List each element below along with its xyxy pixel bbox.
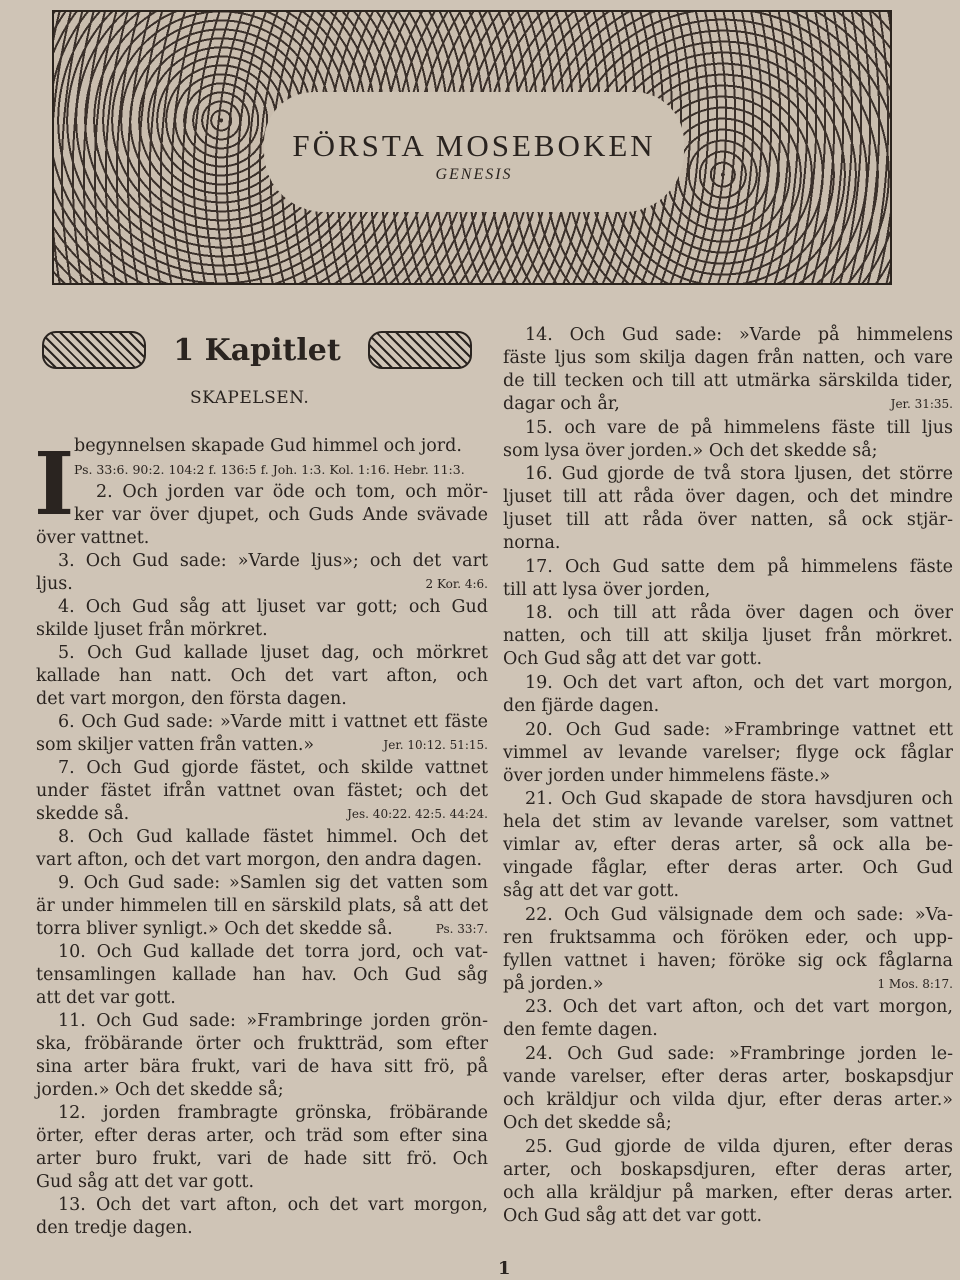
- verse-line: [503, 1066, 953, 1089]
- line-text: 3. Och Gud sade: »Varde ljus»; och det vart: [58, 551, 488, 571]
- line-text: örter, efter deras arter, och träd som efter sina: [36, 1126, 488, 1146]
- line-text: är under himmelen till en särskild plats, så att det: [36, 896, 488, 916]
- verse: [36, 1194, 488, 1240]
- verse-line: [503, 973, 953, 996]
- chapter-title: 1 Kapitlet: [173, 332, 341, 368]
- line-text: 8. Och Gud kallade fästet himmel. Och det: [58, 827, 488, 847]
- line-text: under fästet ifrån vattnet ovan fästet; och det: [36, 781, 488, 801]
- verse: [503, 417, 953, 463]
- verse-line: [36, 872, 488, 895]
- line-text: arter buro frukt, vari de hade sitt frö. Och: [36, 1149, 488, 1169]
- verse-line: [503, 579, 953, 602]
- cross-reference: Jer. 10:12. 51:15.: [383, 738, 488, 752]
- line-text: 23. Och det vart afton, och det vart morgon,: [525, 997, 953, 1018]
- verse-line: [36, 1010, 488, 1033]
- verse-line: [36, 1194, 488, 1217]
- line-text: fäste ljus som skilja dagen från natten, och vare: [503, 348, 953, 368]
- verse: [36, 1010, 488, 1102]
- line-text: vande varelser, efter deras arter, boskapsdjur: [503, 1066, 953, 1087]
- verse-line: [36, 1102, 488, 1125]
- line-text: tensamlingen kallade han hav. Och Gud såg: [36, 965, 488, 985]
- line-text: 2. Och jorden var öde och tom, och mör-: [96, 482, 488, 502]
- line-text: 4. Och Gud såg att ljuset var gott; och Gud: [58, 597, 488, 617]
- verse: [503, 719, 953, 788]
- verse-line: [503, 1182, 953, 1205]
- line-text: det vart morgon, den första dagen.: [36, 689, 347, 709]
- verse-line: [36, 1033, 488, 1056]
- line-text: 16. Gud gjorde de två stora ljusen, det större: [525, 464, 953, 485]
- line-text: Och det skedde så;: [503, 1112, 672, 1133]
- verse: [503, 904, 953, 996]
- verse-line: [503, 648, 953, 671]
- cross-reference: Jer. 31:35.: [890, 397, 953, 411]
- verse-line: [36, 573, 488, 596]
- verse-line: [36, 665, 488, 688]
- verse-line: [36, 1217, 488, 1240]
- line-text: jorden.» Och det skedde så;: [36, 1080, 284, 1100]
- verse-line: [503, 695, 953, 718]
- line-text: 5. Och Gud kallade ljuset dag, och mörkret: [58, 643, 488, 663]
- verse: [503, 996, 953, 1042]
- line-text: vingade fåglar, efter deras arter. Och Gud: [503, 858, 953, 879]
- line-text: och kräldjur och vilda djur, efter deras arter.»: [503, 1089, 953, 1110]
- verse-line: [503, 672, 953, 695]
- verse-line: [36, 987, 488, 1010]
- verse: [36, 711, 488, 757]
- verse-line: [503, 1089, 953, 1112]
- book-title: FÖRSTA MOSEBOKEN: [292, 128, 656, 163]
- line-text: 14. Och Gud sade: »Varde på himmelens: [525, 325, 953, 345]
- verse-line: [503, 1205, 953, 1228]
- line-text: ker var över djupet, och Guds Ande svävade: [74, 505, 488, 525]
- line-text: 19. Och det vart afton, och det vart morgon,: [525, 672, 953, 693]
- verse-line: [503, 765, 953, 788]
- verse: [503, 463, 953, 555]
- line-text: 7. Och Gud gjorde fästet, och skilde vattnet: [58, 758, 488, 778]
- verse-line: [503, 996, 953, 1019]
- verse-line: [36, 596, 488, 619]
- verse-line: [503, 347, 953, 370]
- verse: [503, 672, 953, 718]
- verse-line: [503, 742, 953, 765]
- verse-line: [36, 918, 488, 941]
- line-text: de till tecken och till att utmärka särskilda tider,: [503, 371, 953, 391]
- line-text: 11. Och Gud sade: »Frambringe jorden grön-: [58, 1011, 488, 1031]
- line-text: fyllen vattnet i haven; föröke sig ock fåglarna: [503, 950, 953, 971]
- verse-line: [503, 486, 953, 509]
- verse: [36, 941, 488, 1010]
- line-text: på jorden.»: [503, 973, 604, 994]
- line-text: 22. Och Gud välsignade dem och sade: »Va-: [525, 904, 953, 925]
- verse-line: [36, 642, 488, 665]
- verse: [36, 826, 488, 872]
- verse-line: [36, 619, 488, 642]
- line-text: Och Gud såg att det var gott.: [503, 1205, 763, 1226]
- verse-line: [36, 481, 488, 504]
- line-text: över jorden under himmelens fäste.»: [503, 765, 831, 786]
- cross-reference: Jes. 40:22. 42:5. 44:24.: [347, 807, 488, 821]
- verse-line: [503, 927, 953, 950]
- line-text: vimmel av levande varelser; flyge ock fåglar: [503, 742, 953, 763]
- verse-line: [503, 625, 953, 648]
- verse-line: [503, 811, 953, 834]
- verse-line: [36, 1148, 488, 1171]
- left-column: [36, 435, 488, 1240]
- line-text: som skiljer vatten från vatten.»: [36, 735, 315, 755]
- section-title: SKAPELSEN.: [190, 388, 310, 408]
- verse-line: [36, 527, 488, 550]
- verse: [503, 1136, 953, 1228]
- verse: [36, 1102, 488, 1194]
- line-text: den tredje dagen.: [36, 1218, 193, 1238]
- verse-line: [503, 719, 953, 742]
- verse-line: [503, 440, 953, 463]
- line-text: 24. Och Gud sade: »Frambringe jorden le-: [525, 1043, 953, 1064]
- page-number: 1: [498, 1258, 511, 1279]
- cross-reference: Ps. 33:6. 90:2. 104:2 f. 136:5 f. Joh. 1:3. Kol. 1:16. Hebr. 11:3.: [74, 462, 465, 477]
- line-text: 21. Och Gud skapade de stora havsdjuren och: [525, 789, 953, 810]
- verse-line: [36, 504, 488, 527]
- line-text: ljus.: [36, 574, 73, 594]
- line-text: begynnelsen skapade Gud himmel och jord.: [74, 436, 462, 456]
- verse-line: [36, 711, 488, 734]
- verse-line: [503, 393, 953, 416]
- verse-line: [36, 941, 488, 964]
- line-text: 10. Och Gud kallade det torra jord, och vat-: [58, 942, 488, 962]
- line-text: vimlar av, efter deras arter, så ock alla be-: [503, 835, 953, 856]
- verse: [36, 757, 488, 826]
- cross-reference: 1 Mos. 8:17.: [877, 976, 953, 991]
- verse-line: [503, 417, 953, 440]
- line-text: den fjärde dagen.: [503, 695, 660, 716]
- verse: [503, 1043, 953, 1135]
- drop-cap: I: [34, 434, 75, 535]
- verse-line: [503, 324, 953, 347]
- verse-line: [36, 780, 488, 803]
- right-column: [503, 324, 953, 1228]
- verse-line: [503, 1159, 953, 1182]
- line-text: 12. jorden frambragte grönska, fröbärande: [58, 1103, 488, 1123]
- verse-line: [36, 849, 488, 872]
- verse-line: [503, 788, 953, 811]
- line-text: ska, fröbärande örter och fruktträd, som efter: [36, 1034, 488, 1054]
- verse-line: [503, 857, 953, 880]
- line-text: sina arter bära frukt, vari de hava sitt frö, på: [36, 1057, 488, 1077]
- verse: [36, 872, 488, 941]
- title-cartouche: [264, 92, 684, 212]
- line-text: natten, och till att skilja ljuset från mörkret.: [503, 626, 953, 647]
- verse-line: [503, 556, 953, 579]
- verse-line: [503, 532, 953, 555]
- verse-line: [36, 1171, 488, 1194]
- verse-line: [36, 688, 488, 711]
- line-text: 25. Gud gjorde de vilda djuren, efter deras: [525, 1136, 953, 1157]
- verse: [36, 550, 488, 596]
- line-text: skilde ljuset från mörkret.: [36, 620, 268, 640]
- verse-line: [503, 370, 953, 393]
- line-text: 13. Och det vart afton, och det vart morgon,: [58, 1195, 488, 1215]
- verse-line: [36, 1125, 488, 1148]
- verse-line: [503, 602, 953, 625]
- verse-line: [36, 964, 488, 987]
- line-text: 6. Och Gud sade: »Varde mitt i vattnet ett fäste: [58, 712, 488, 732]
- verse-line: [36, 826, 488, 849]
- line-text: att det var gott.: [36, 988, 176, 1008]
- verse: [36, 642, 488, 711]
- book-subtitle: GENESIS: [435, 166, 513, 183]
- line-text: kallade han natt. Och det vart afton, och: [36, 666, 488, 686]
- verse-line: [503, 950, 953, 973]
- verse: [503, 556, 953, 602]
- line-text: och alla kräldjur på marken, efter deras arter.: [503, 1182, 953, 1203]
- line-text: 15. och vare de på himmelens fäste till ljus: [525, 417, 953, 438]
- line-text: såg att det var gott.: [503, 881, 680, 902]
- verse-line: [36, 1079, 488, 1102]
- line-text: dagar och år,: [503, 394, 620, 414]
- verse-line: [503, 1043, 953, 1066]
- verse-line: [36, 895, 488, 918]
- line-text: den femte dagen.: [503, 1020, 658, 1041]
- line-text: skedde så.: [36, 804, 130, 824]
- line-text: som lysa över jorden.» Och det skedde så;: [503, 440, 878, 461]
- verse: [503, 602, 953, 671]
- ornament-right-icon: [368, 331, 472, 369]
- verse-line: [503, 1112, 953, 1135]
- verse: [503, 788, 953, 903]
- verse-line: [503, 834, 953, 857]
- ornament-left-icon: [42, 331, 146, 369]
- line-text: Och Gud såg att det var gott.: [503, 649, 763, 670]
- verse: [36, 481, 488, 550]
- verse-line: [503, 904, 953, 927]
- line-text: 17. Och Gud satte dem på himmelens fäste: [525, 556, 953, 577]
- line-text: 18. och till att råda över dagen och över: [525, 603, 953, 624]
- cross-reference: 2 Kor. 4:6.: [425, 577, 488, 591]
- line-text: 9. Och Gud sade: »Samlen sig det vatten som: [58, 873, 488, 893]
- verse-line: [36, 803, 488, 826]
- verse-line: [503, 509, 953, 532]
- line-text: ren fruktsamma och föröken eder, och upp-: [503, 927, 953, 948]
- cross-reference: Ps. 33:7.: [435, 922, 488, 936]
- line-text: Gud såg att det var gott.: [36, 1172, 255, 1192]
- line-text: till att lysa över jorden,: [503, 579, 711, 600]
- verse-line: [36, 757, 488, 780]
- verse-line: [503, 463, 953, 486]
- verse: [36, 596, 488, 642]
- line-text: norna.: [503, 533, 561, 554]
- line-text: vart afton, och det vart morgon, den andra dagen.: [36, 850, 483, 870]
- verse-line: [36, 550, 488, 573]
- verse-line: [503, 880, 953, 903]
- line-text: över vattnet.: [36, 528, 150, 548]
- line-text: hela det stim av levande varelser, som vattnet: [503, 812, 953, 833]
- line-text: 20. Och Gud sade: »Frambringe vattnet ett: [525, 719, 953, 740]
- verse-line: [36, 435, 488, 458]
- verse: [36, 435, 488, 481]
- line-text: ljuset till att råda över natten, så ock stjär-: [503, 510, 953, 531]
- verse-line: [36, 1056, 488, 1079]
- chapter-heading: [42, 325, 472, 375]
- verse: [503, 324, 953, 416]
- line-text: ljuset till att råda över dagen, och det mindre: [503, 487, 953, 508]
- line-text: arter, och boskapsdjuren, efter deras arter,: [503, 1159, 953, 1180]
- verse-line: [503, 1019, 953, 1042]
- verse-line: [36, 734, 488, 757]
- ornamental-header: [52, 10, 892, 285]
- line-text: torra bliver synligt.» Och det skedde så.: [36, 919, 393, 939]
- verse-line: [503, 1136, 953, 1159]
